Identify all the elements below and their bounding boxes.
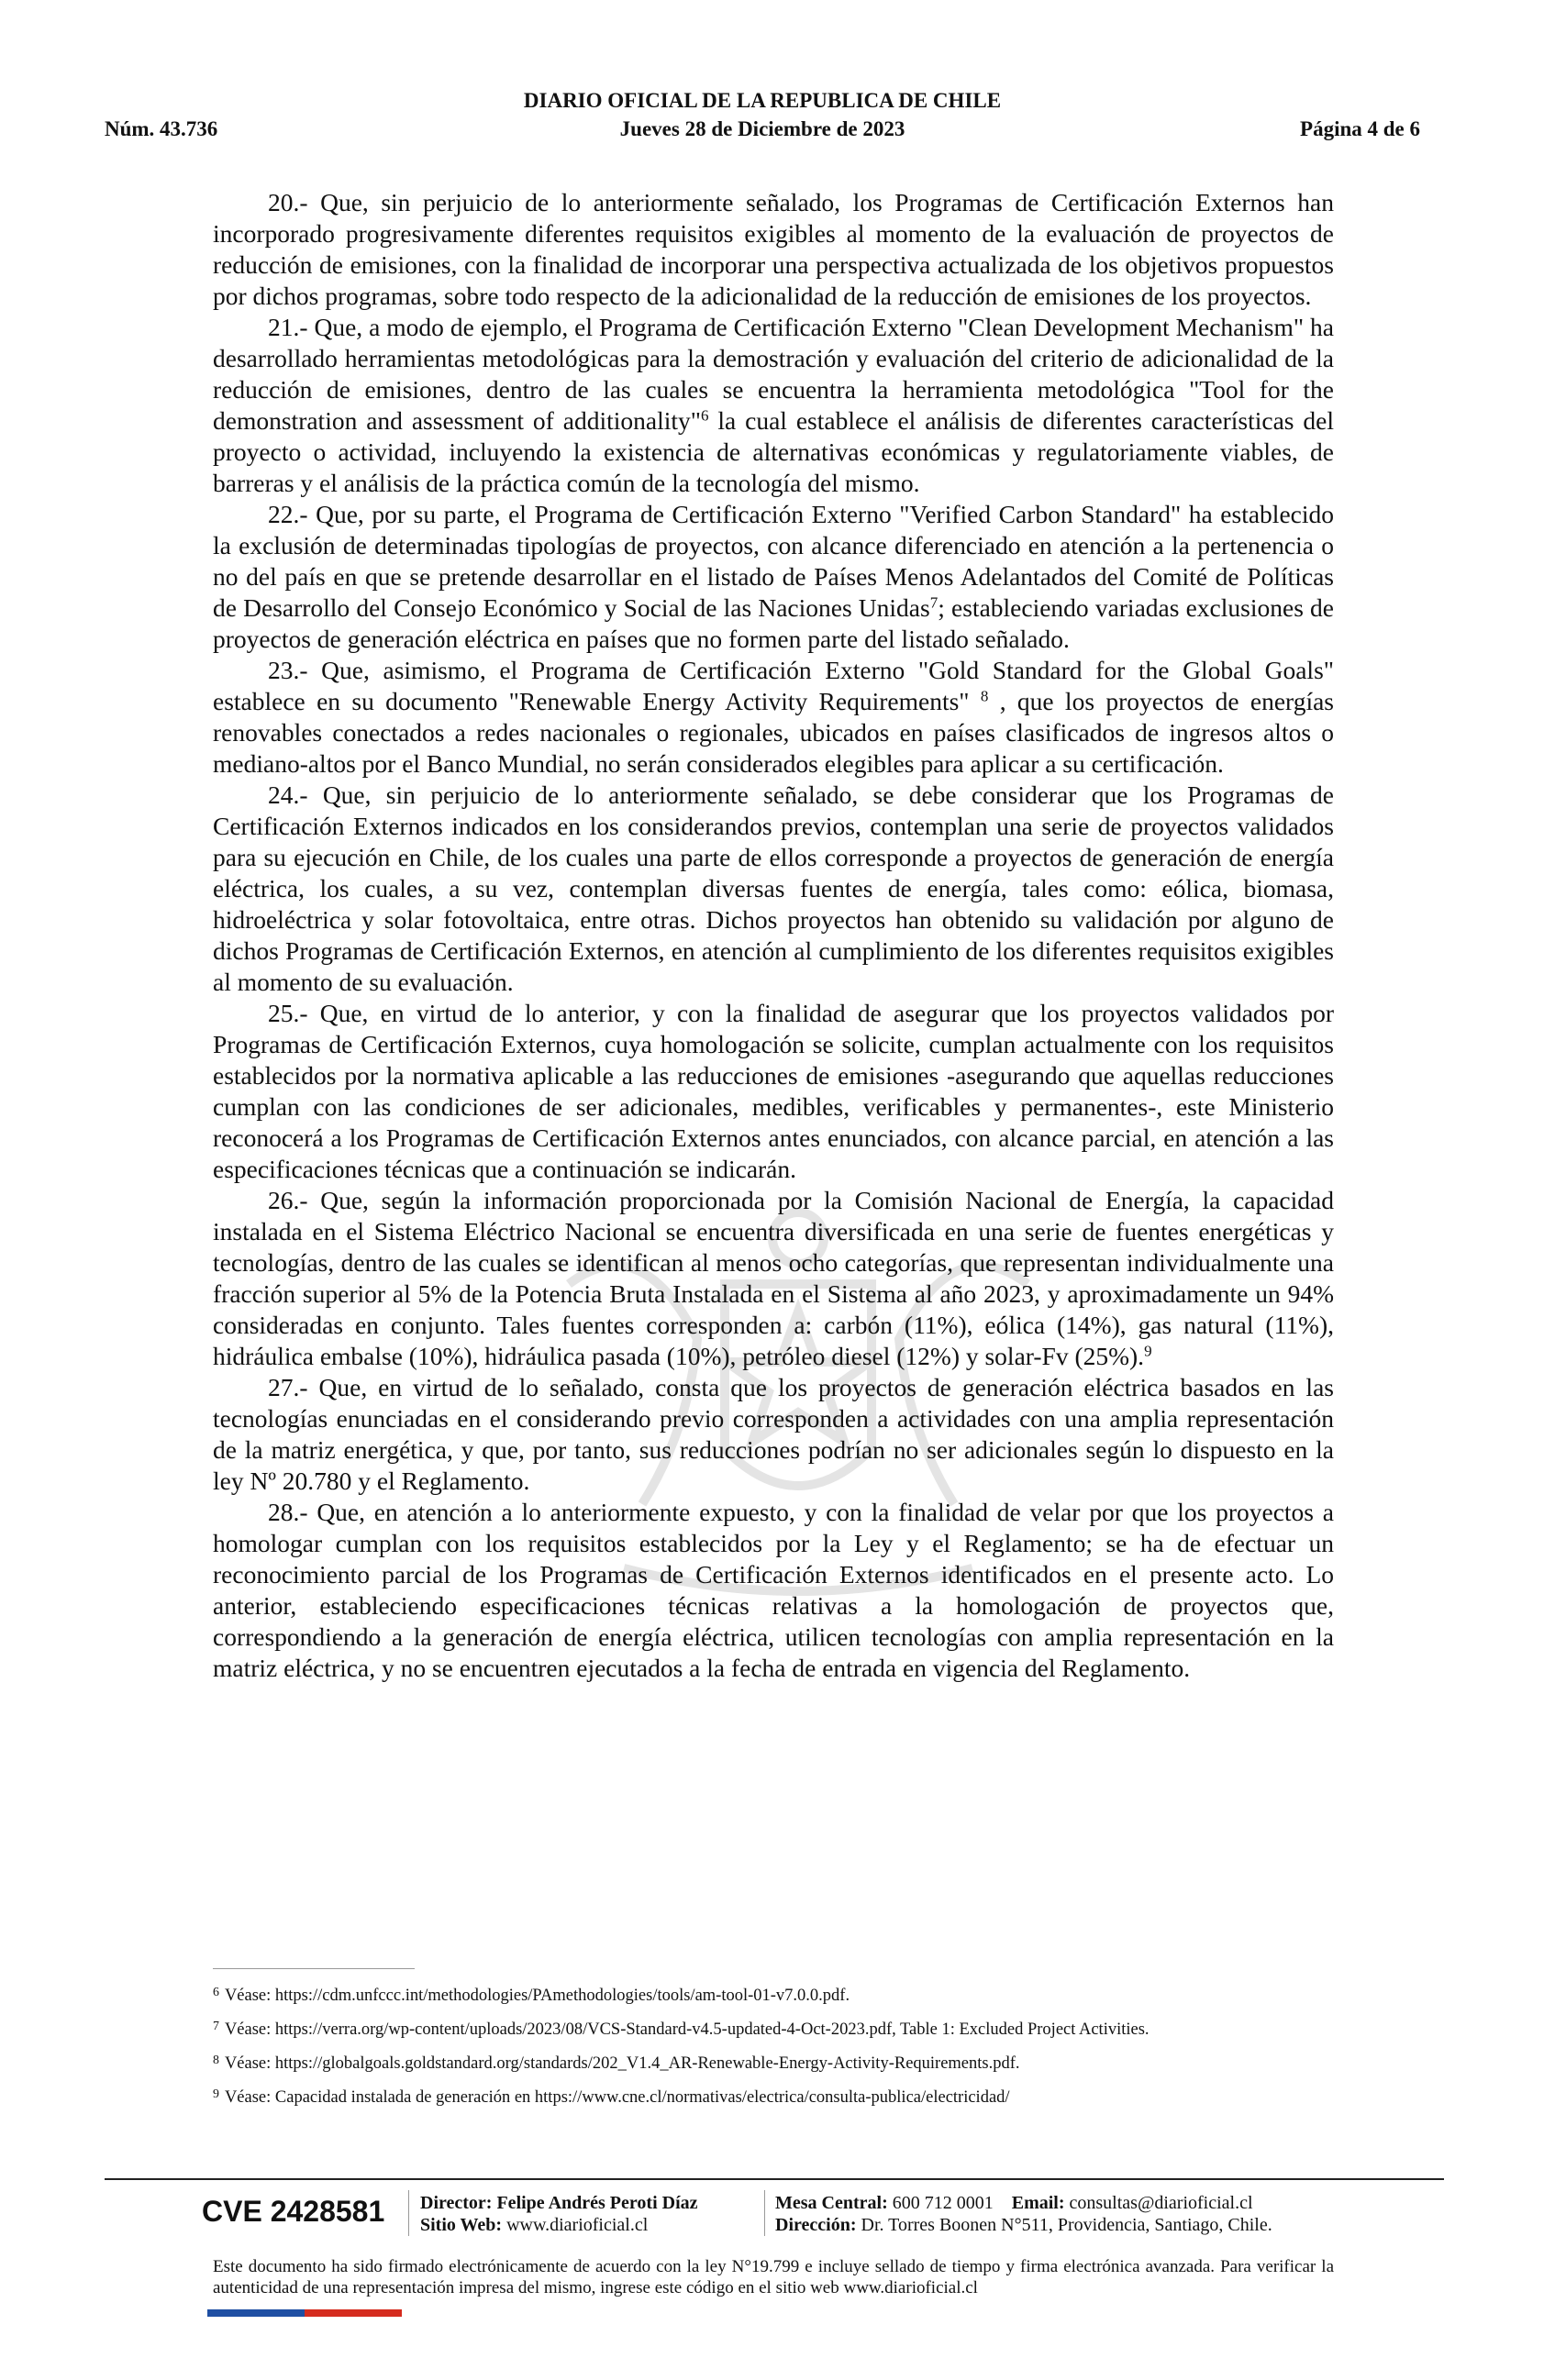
paragraph-22: 22.- Que, por su parte, el Programa de Certificación Externo "Verified Carbon Standard" ha establecido la exclusión de determinadas tipologías de proyectos, con alcance diferenciado en atención a la pertenencia o no del país en que se pretende desarrollar en el listado de Países Menos Adelantados del Comité de Políticas de Desarrollo del Consejo Económico y Social de las Naciones Unidas$^7$; estableciendo variadas exclusiones de proyectos de generación eléctrica en países que no formen parte del listado señalado. [213, 500, 1334, 653]
footer-divider [764, 2190, 765, 2236]
paragraph-28: 28.- Que, en atención a lo anteriormente expuesto, y con la finalidad de velar por que los proyectos a homologar cumplan con los requisitos establecidos por la Ley y el Reglamento; se ha de efectuar un reconocimiento parcial de los Programas de Certificación Externos identificados en el presente acto. Lo anterior, estableciendo especificaciones técnicas relativas a la homologación de proyectos que, correspondiendo a la generación de energía eléctrica, utilicen tecnologías con amplia representación en la matriz eléctrica, y no se encuentren ejecutados a la fecha de entrada en vigencia del Reglamento. [213, 1498, 1334, 1682]
page-header [105, 88, 1420, 149]
flag-red-segment [305, 2309, 402, 2317]
issue-date: Jueves 28 de Diciembre de 2023 [619, 117, 905, 140]
footer-separator [105, 2178, 1444, 2180]
flag-stripe [207, 2309, 402, 2317]
document-body [213, 187, 1334, 1684]
legal-notice: Este documento ha sido firmado electrónicamente de acuerdo con la ley N°19.799 e incluye sellado de tiempo y firma electrónica avanzada. Para verificar la autenticidad de una representación impresa del mismo, ingrese este código en el sitio web www.diarioficial.cl [213, 2257, 1334, 2297]
footnote-ref-8: 8 [980, 687, 989, 705]
address: Dr. Torres Boonen N°511, Providencia, Santiago, Chile. [861, 2215, 1272, 2235]
footer-divider [408, 2190, 409, 2236]
footnote-7: $^7$ Véase: https://verra.org/wp-content/uploads/2023/08/VCS-Standard-v4.5-updated-4-Oct-2023.pdf, Table 1: Excluded Project Activities. [213, 2019, 1150, 2039]
paragraph-25: 25.- Que, en virtud de lo anterior, y con la finalidad de asegurar que los proyectos validados por Programas de Certificación Externos, cuya homologación se solicite, cumplan actualmente con los requisitos establecidos por la normativa aplicable a las reducciones de emisiones -asegurando que aquellas reducciones cumplan con las condiciones de ser adicionales, medibles, verificables y permanentes-, este Ministerio reconocerá a los Programas de Certificación Externos antes enunciados, con alcance parcial, en atención a las especificaciones técnicas que a continuación se indicarán. [213, 999, 1334, 1183]
director-name: Felipe Andrés Peroti Díaz [496, 2193, 698, 2213]
footnote-9: $^9$ Véase: Capacidad instalada de generación en https://www.cne.cl/normativas/electrica/consulta-publica/electricidad/ [213, 2087, 1010, 2107]
paragraph-27: 27.- Que, en virtud de lo señalado, consta que los proyectos de generación eléctrica basados en las tecnologías enunciadas en el considerando previo corresponden a actividades con una amplia representación de la matriz energética, y que, por tanto, sus reducciones podrían no ser adicionales según lo dispuesto en la ley Nº 20.780 y el Reglamento. [213, 1373, 1334, 1495]
footnotes [213, 1983, 1334, 2118]
cve-code: CVE 2428581 [202, 2195, 385, 2228]
paragraph-20: 20.- Que, sin perjuicio de lo anteriormente señalado, los Programas de Certificación Externos han incorporado progresivamente diferentes requisitos exigibles al momento de la evaluación de proyectos de reducción de emisiones, con la finalidad de incorporar una perspectiva actualizada de los objetivos propuestos por dichos programas, sobre todo respecto de la adicionalidad de la reducción de emisiones de los proyectos. [213, 188, 1334, 310]
footnote-ref-7: 7 [929, 593, 939, 612]
phone-number: 600 712 0001 [892, 2193, 994, 2213]
footnote-8: $^8$ Véase: https://globalgoals.goldstandard.org/standards/202_V1.4_AR-Renewable-Energy-Activity-Requirements.pdf. [213, 2053, 1020, 2073]
flag-blue-segment [207, 2309, 305, 2317]
footnote-separator [213, 1968, 415, 1969]
footer-director-block: Director: Felipe Andrés Peroti Díaz Sitio Web: www.diarioficial.cl [420, 2193, 698, 2235]
paragraph-23: 23.- Que, asimismo, el Programa de Certificación Externo "Gold Standard for the Global Goals" establece en su documento "Renewable Energy Activity Requirements" $^8$ , que los proyectos de energías renovables conectados a redes nacionales o regionales, ubicados en países clasificados de ingresos altos o mediano-altos por el Banco Mundial, no serán considerados elegibles para aplicar a su certificación. [213, 656, 1334, 778]
website-link[interactable]: www.diarioficial.cl [506, 2215, 649, 2235]
footnote-ref-6: 6 [700, 406, 709, 425]
email-link[interactable]: consultas@diarioficial.cl [1069, 2193, 1253, 2213]
footer-contact-block: Mesa Central: 600 712 0001 Email: consultas@diarioficial.cl Dirección: Dr. Torres Boonen N°511, Providencia, Santiago, Chile. [775, 2193, 1272, 2235]
newspaper-title: DIARIO OFICIAL DE LA REPUBLICA DE CHILE [523, 89, 1002, 112]
paragraph-24: 24.- Que, sin perjuicio de lo anteriormente señalado, se debe considerar que los Programas de Certificación Externos indicados en los considerandos previos, contemplan una serie de proyectos validados para su ejecución en Chile, de los cuales una parte de ellos corresponde a proyectos de generación de energía eléctrica, los cuales, a su vez, contemplan diversas fuentes de energía, tales como: eólica, biomasa, hidroeléctrica y solar fotovoltaica, entre otras. Dichos proyectos han obtenido su validación por alguno de dichos Programas de Certificación Externos, en atención al cumplimiento de los diferentes requisitos exigibles al momento de su evaluación. [213, 780, 1334, 996]
paragraph-21: 21.- Que, a modo de ejemplo, el Programa de Certificación Externo "Clean Development Mechanism" ha desarrollado herramientas metodológicas para la demostración y evaluación del criterio de adicionalidad de la reducción de emisiones, dentro de las cuales se encuentra la herramienta metodológica "Tool for the demonstration and assessment of additionality"$^6$ la cual establece el análisis de diferentes características del proyecto o actividad, incluyendo la existencia de alternativas económicas y regulatoriamente viables, de barreras y el análisis de la práctica común de la tecnología del mismo. [213, 313, 1334, 497]
page-number: Página 4 de 6 [1300, 117, 1420, 140]
footnote-ref-9: 9 [1144, 1342, 1152, 1360]
issue-number: Núm. 43.736 [105, 117, 218, 140]
paragraph-26: 26.- Que, según la información proporcionada por la Comisión Nacional de Energía, la capacidad instalada en el Sistema Eléctrico Nacional se encuentra diversificada en una serie de fuentes energéticas y tecnologías, dentro de las cuales se identifican al menos ocho categorías, que representan individualmente una fracción superior al 5% de la Potencia Bruta Instalada en el Sistema al año 2023, y aproximadamente un 94% consideradas en conjunto. Tales fuentes corresponden a: carbón (11%), eólica (14%), gas natural (11%), hidráulica embalse (10%), hidráulica pasada (10%), petróleo diesel (12%) y solar-Fv (25%).$^9$ [213, 1186, 1334, 1370]
footnote-6: $^6$ Véase: https://cdm.unfccc.int/methodologies/PAmethodologies/tools/am-tool-01-v7.0.0.pdf. [213, 1986, 850, 2005]
